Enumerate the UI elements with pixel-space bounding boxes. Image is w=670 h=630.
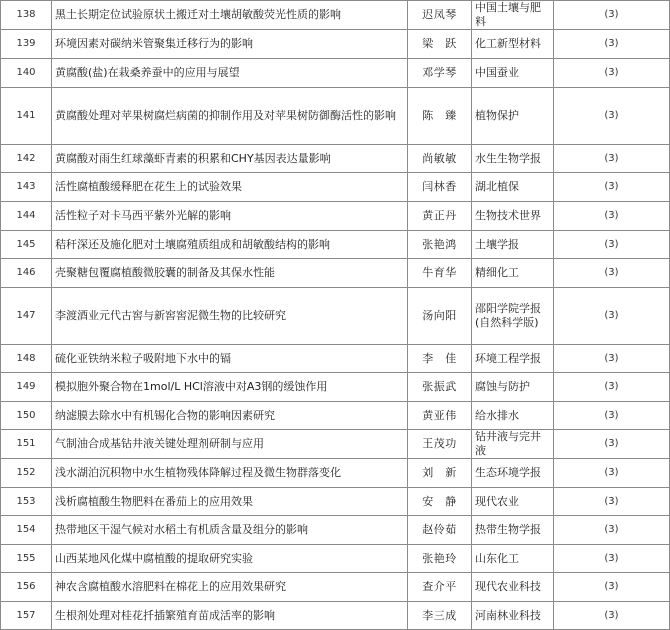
row-number: 144 — [1, 202, 52, 231]
citation-count: (3) — [554, 573, 670, 602]
paper-title: 活性腐植酸缓释肥在花生上的试验效果 — [52, 173, 408, 202]
row-number: 157 — [1, 602, 52, 630]
table-row — [1, 30, 670, 59]
paper-title: 神农含腐植酸水溶肥料在棉花上的应用效果研究 — [52, 573, 408, 602]
journal-name: 水生生物学报 — [472, 145, 554, 173]
row-number: 139 — [1, 30, 52, 59]
paper-title: 壳聚糖包覆腐植酸微胶囊的制备及其保水性能 — [52, 259, 408, 288]
table-row — [1, 373, 670, 402]
paper-title: 李渡酒业元代古窖与新窖窖泥微生物的比较研究 — [52, 288, 408, 345]
author-name: 尚敏敏 — [408, 145, 472, 173]
author-name: 陈 臻 — [408, 88, 472, 145]
row-number: 151 — [1, 430, 52, 459]
author-name: 张艳玲 — [408, 545, 472, 573]
table-row — [1, 602, 670, 630]
table-row — [1, 145, 670, 173]
journal-name: 山东化工 — [472, 545, 554, 573]
paper-title: 山西某地风化煤中腐植酸的提取研究实验 — [52, 545, 408, 573]
row-number: 148 — [1, 345, 52, 373]
citation-count: (3) — [554, 430, 670, 459]
journal-name: 湖北植保 — [472, 173, 554, 202]
row-number: 147 — [1, 288, 52, 345]
table-row — [1, 88, 670, 145]
paper-title: 黄腐酸(盐)在栽桑养蚕中的应用与展望 — [52, 59, 408, 88]
row-number: 155 — [1, 545, 52, 573]
citation-count: (3) — [554, 231, 670, 259]
author-name: 王茂功 — [408, 430, 472, 459]
citation-count: (3) — [554, 145, 670, 173]
table-row — [1, 173, 670, 202]
journal-name: 植物保护 — [472, 88, 554, 145]
paper-title: 黑土长期定位试验原状土搬迁对土壤胡敏酸荧光性质的影响 — [52, 1, 408, 30]
journal-name: 河南林业科技 — [472, 602, 554, 630]
paper-title: 硫化亚铁纳米粒子吸附地下水中的镉 — [52, 345, 408, 373]
citation-count: (3) — [554, 459, 670, 488]
paper-title: 浅水湖泊沉积物中水生植物残体降解过程及微生物群落变化 — [52, 459, 408, 488]
journal-name: 生物技术世界 — [472, 202, 554, 231]
row-number: 145 — [1, 231, 52, 259]
author-name: 赵伶茹 — [408, 516, 472, 545]
author-name: 黄亚伟 — [408, 402, 472, 430]
row-number: 149 — [1, 373, 52, 402]
table-row — [1, 288, 670, 345]
citation-count: (3) — [554, 30, 670, 59]
papers-table-body — [1, 1, 670, 630]
row-number: 153 — [1, 488, 52, 516]
table-row — [1, 345, 670, 373]
citation-count: (3) — [554, 545, 670, 573]
journal-name: 给水排水 — [472, 402, 554, 430]
journal-name: 现代农业 — [472, 488, 554, 516]
journal-name: 环境工程学报 — [472, 345, 554, 373]
author-name: 黄正丹 — [408, 202, 472, 231]
citation-count: (3) — [554, 345, 670, 373]
author-name: 汤向阳 — [408, 288, 472, 345]
table-row — [1, 202, 670, 231]
journal-name: 生态环境学报 — [472, 459, 554, 488]
author-name: 安 静 — [408, 488, 472, 516]
row-number: 143 — [1, 173, 52, 202]
paper-title: 模拟胞外聚合物在1mol/L HCl溶液中对A3钢的缓蚀作用 — [52, 373, 408, 402]
author-name: 牛育华 — [408, 259, 472, 288]
row-number: 146 — [1, 259, 52, 288]
citation-count: (3) — [554, 373, 670, 402]
row-number: 152 — [1, 459, 52, 488]
row-number: 141 — [1, 88, 52, 145]
paper-title: 环境因素对碳纳米管聚集迁移行为的影响 — [52, 30, 408, 59]
citation-count: (3) — [554, 88, 670, 145]
author-name: 迟凤琴 — [408, 1, 472, 30]
journal-name: 土壤学报 — [472, 231, 554, 259]
author-name: 查介平 — [408, 573, 472, 602]
paper-title: 生根剂处理对桂花扦插繁殖育苗成活率的影响 — [52, 602, 408, 630]
author-name: 张艳鸿 — [408, 231, 472, 259]
paper-title: 活性粒子对卡马西平紫外光解的影响 — [52, 202, 408, 231]
journal-name: 腐蚀与防护 — [472, 373, 554, 402]
table-row — [1, 545, 670, 573]
citation-count: (3) — [554, 173, 670, 202]
paper-title: 秸秆深还及施化肥对土壤腐殖质组成和胡敏酸结构的影响 — [52, 231, 408, 259]
paper-title: 黄腐酸处理对苹果树腐烂病菌的抑制作用及对苹果树防御酶活性的影响 — [52, 88, 408, 145]
table-row — [1, 231, 670, 259]
row-number: 142 — [1, 145, 52, 173]
row-number: 138 — [1, 1, 52, 30]
journal-name: 热带生物学报 — [472, 516, 554, 545]
journal-name: 钻井液与完井液 — [472, 430, 554, 459]
citation-count: (3) — [554, 59, 670, 88]
author-name: 闫林香 — [408, 173, 472, 202]
journal-name: 中国蚕业 — [472, 59, 554, 88]
table-row — [1, 430, 670, 459]
table-row — [1, 259, 670, 288]
table-row — [1, 573, 670, 602]
row-number: 150 — [1, 402, 52, 430]
table-row — [1, 459, 670, 488]
table-row — [1, 488, 670, 516]
paper-title: 纳滤膜去除水中有机锡化合物的影响因素研究 — [52, 402, 408, 430]
journal-name: 中国土壤与肥料 — [472, 1, 554, 30]
journal-name: 邵阳学院学报(自然科学版) — [472, 288, 554, 345]
citation-count: (3) — [554, 402, 670, 430]
paper-title: 黄腐酸对雨生红球藻虾青素的积累和CHY基因表达量影响 — [52, 145, 408, 173]
citation-count: (3) — [554, 202, 670, 231]
citation-count: (3) — [554, 516, 670, 545]
citation-count: (3) — [554, 1, 670, 30]
author-name: 梁 跃 — [408, 30, 472, 59]
table-row — [1, 516, 670, 545]
author-name: 李三成 — [408, 602, 472, 630]
table-row — [1, 59, 670, 88]
row-number: 154 — [1, 516, 52, 545]
author-name: 刘 新 — [408, 459, 472, 488]
table-row — [1, 402, 670, 430]
author-name: 李 佳 — [408, 345, 472, 373]
citation-count: (3) — [554, 259, 670, 288]
author-name: 邓学琴 — [408, 59, 472, 88]
journal-name: 化工新型材料 — [472, 30, 554, 59]
paper-title: 热带地区干湿气候对水稻土有机质含量及组分的影响 — [52, 516, 408, 545]
row-number: 140 — [1, 59, 52, 88]
paper-title: 浅析腐植酸生物肥料在番茄上的应用效果 — [52, 488, 408, 516]
journal-name: 现代农业科技 — [472, 573, 554, 602]
table-row — [1, 1, 670, 30]
author-name: 张振武 — [408, 373, 472, 402]
journal-name: 精细化工 — [472, 259, 554, 288]
citation-count: (3) — [554, 602, 670, 630]
paper-title: 气制油合成基钻井液关键处理剂研制与应用 — [52, 430, 408, 459]
citation-count: (3) — [554, 288, 670, 345]
citation-count: (3) — [554, 488, 670, 516]
row-number: 156 — [1, 573, 52, 602]
